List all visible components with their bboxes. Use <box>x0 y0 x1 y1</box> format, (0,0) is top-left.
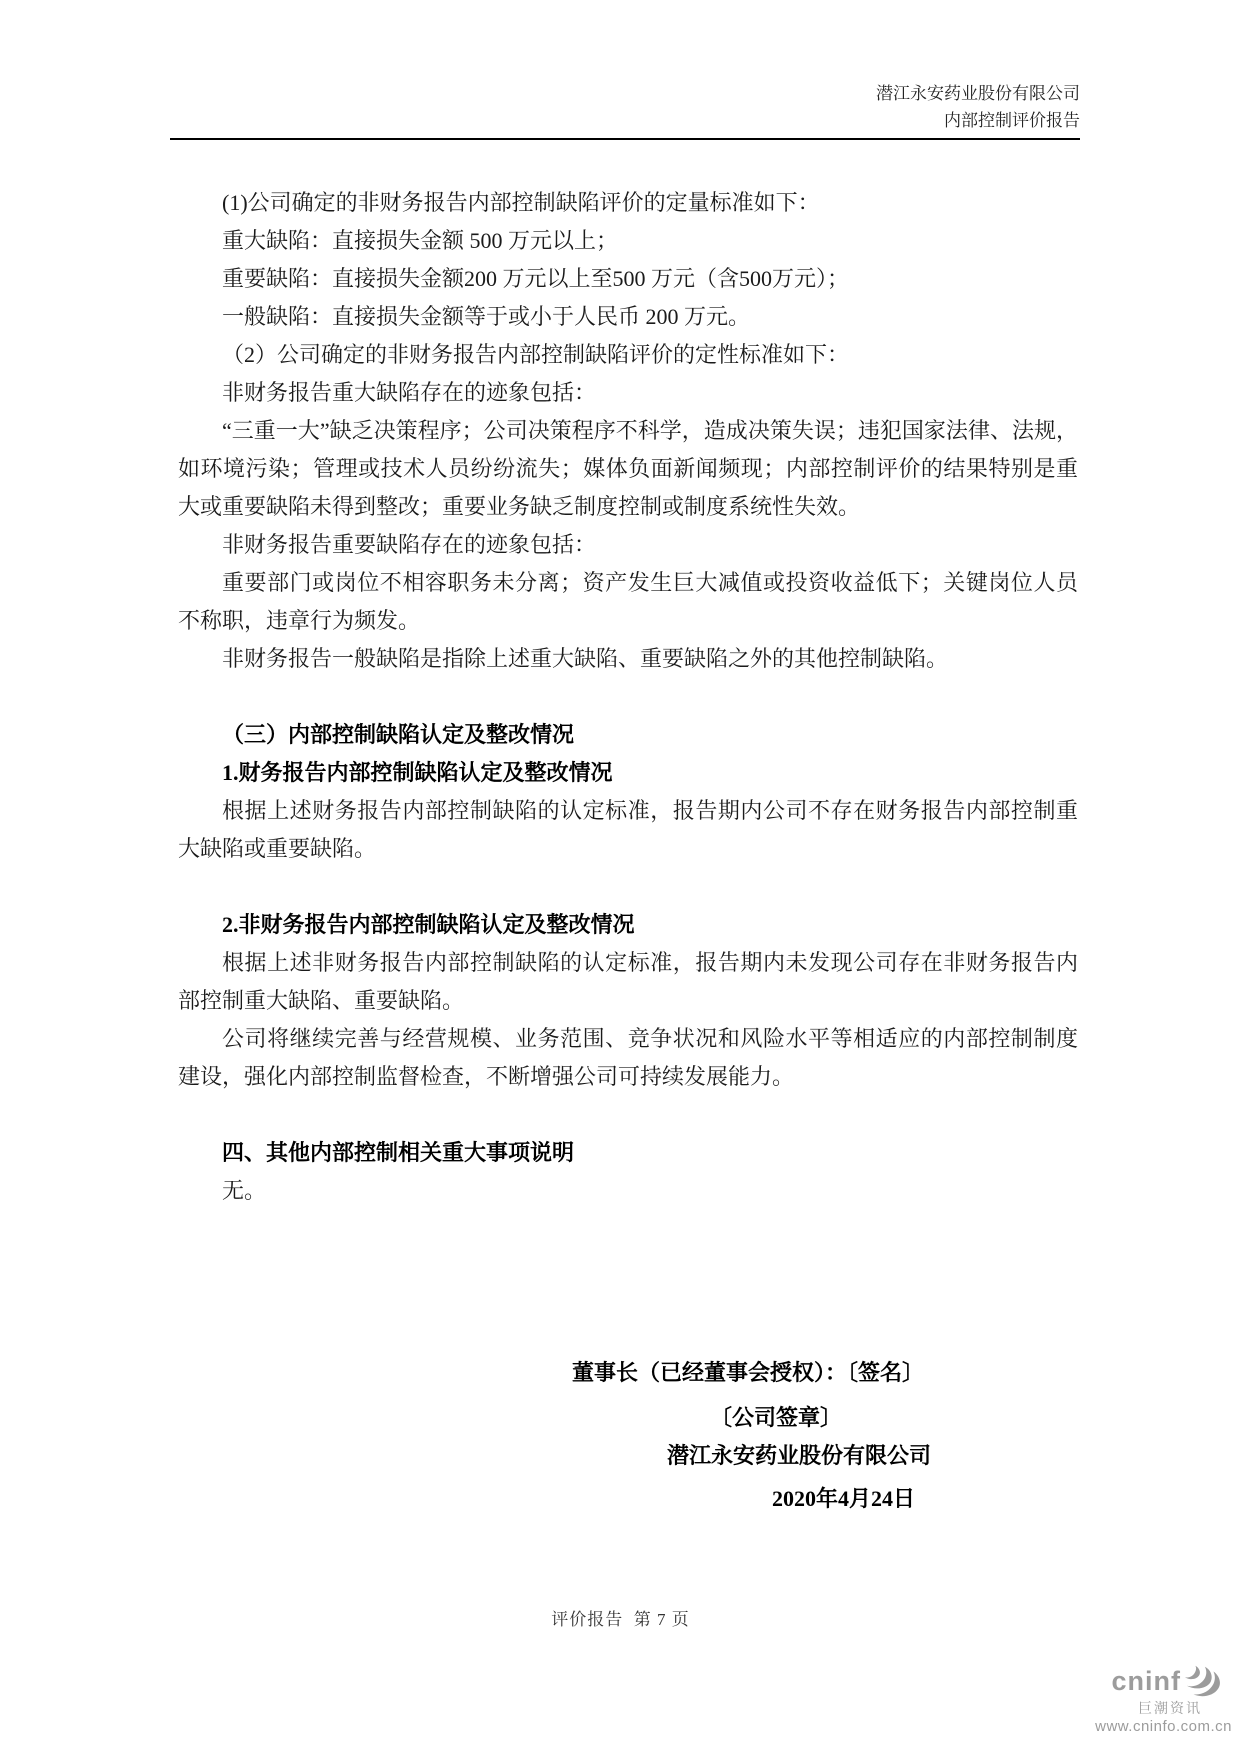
paragraph-important-signs: 重要部门或岗位不相容职务未分离；资产发生巨大减值或投资收益低下；关键岗位人员不称职，违章行为频发。 <box>178 570 1078 633</box>
cninfo-watermark <box>1095 1664 1232 1736</box>
paragraph-major-defect: 重大缺陷：直接损失金额 500 万元以上； <box>222 228 619 253</box>
section3-sub2-heading: 2.非财务报告内部控制缺陷认定及整改情况 <box>222 912 635 937</box>
page-footer-label: 评价报告 第 7 页 <box>551 1610 690 1629</box>
cninfo-url: www.cninfo.com.cn <box>1095 1718 1232 1735</box>
paragraph-quant-intro: (1)公司确定的非财务报告内部控制缺陷评价的定量标准如下： <box>222 190 820 215</box>
signature-date-line: 2020年4月24日 <box>772 1486 916 1511</box>
signature-company-line: 潜江永安药业股份有限公司 <box>667 1443 932 1468</box>
page-header <box>876 80 1080 134</box>
paragraph-qual-intro: （2）公司确定的非财务报告内部控制缺陷评价的定性标准如下： <box>222 342 850 367</box>
paragraph-important-defect: 重要缺陷：直接损失金额200 万元以上至500 万元（含500万元）； <box>222 266 850 291</box>
paragraph-important-signs-intro: 非财务报告重要缺陷存在的迹象包括： <box>222 532 597 557</box>
header-company-name: 潜江永安药业股份有限公司 <box>876 84 1080 103</box>
section-spacer <box>178 868 1078 906</box>
paragraph-major-signs: “三重一大”缺乏决策程序；公司决策程序不科学，造成决策失误；违犯国家法律、法规，如环境污染；管理或技术人员纷纷流失；媒体负面新闻频现；内部控制评价的结果特别是重大或重要缺陷未得到整改；重要业务缺乏制度控制或制度系统性失效。 <box>178 418 1078 519</box>
document-body <box>178 184 1078 1210</box>
cninfo-brand-cn: 巨潮资讯 <box>1138 1700 1202 1717</box>
section3-sub2-text1: 根据上述非财务报告内部控制缺陷的认定标准，报告期内未发现公司存在非财务报告内部控制重大缺陷、重要缺陷。 <box>178 950 1078 1013</box>
cninfo-logo-icon <box>1184 1664 1222 1698</box>
section-spacer <box>178 678 1078 716</box>
section3-heading: （三）内部控制缺陷认定及整改情况 <box>222 722 575 747</box>
section4-text: 无。 <box>222 1178 267 1203</box>
header-divider <box>170 138 1080 140</box>
section3-sub1-heading: 1.财务报告内部控制缺陷认定及整改情况 <box>222 760 613 785</box>
section4-heading: 四、其他内部控制相关重大事项说明 <box>222 1140 575 1165</box>
section-spacer <box>178 1096 1078 1134</box>
paragraph-major-signs-intro: 非财务报告重大缺陷存在的迹象包括： <box>222 380 597 405</box>
signature-chairman-line: 董事长（已经董事会授权）：〔签名〕 <box>572 1360 925 1385</box>
header-report-title: 内部控制评价报告 <box>944 111 1080 130</box>
cninfo-brand-text: cninf <box>1111 1665 1181 1696</box>
section3-sub2-text2: 公司将继续完善与经营规模、业务范围、竞争状况和风险水平等相适应的内部控制制度建设，强化内部控制监督检查，不断增强公司可持续发展能力。 <box>178 1026 1078 1089</box>
paragraph-general-definition: 非财务报告一般缺陷是指除上述重大缺陷、重要缺陷之外的其他控制缺陷。 <box>222 646 949 671</box>
section3-sub1-text: 根据上述财务报告内部控制缺陷的认定标准，报告期内公司不存在财务报告内部控制重大缺陷或重要缺陷。 <box>178 798 1078 861</box>
signature-seal-line: 〔公司签章〕 <box>710 1405 843 1430</box>
signature-block <box>0 1356 1241 1526</box>
paragraph-general-defect: 一般缺陷：直接损失金额等于或小于人民币 200 万元。 <box>222 304 751 329</box>
cninfo-brand-row <box>1095 1664 1222 1698</box>
